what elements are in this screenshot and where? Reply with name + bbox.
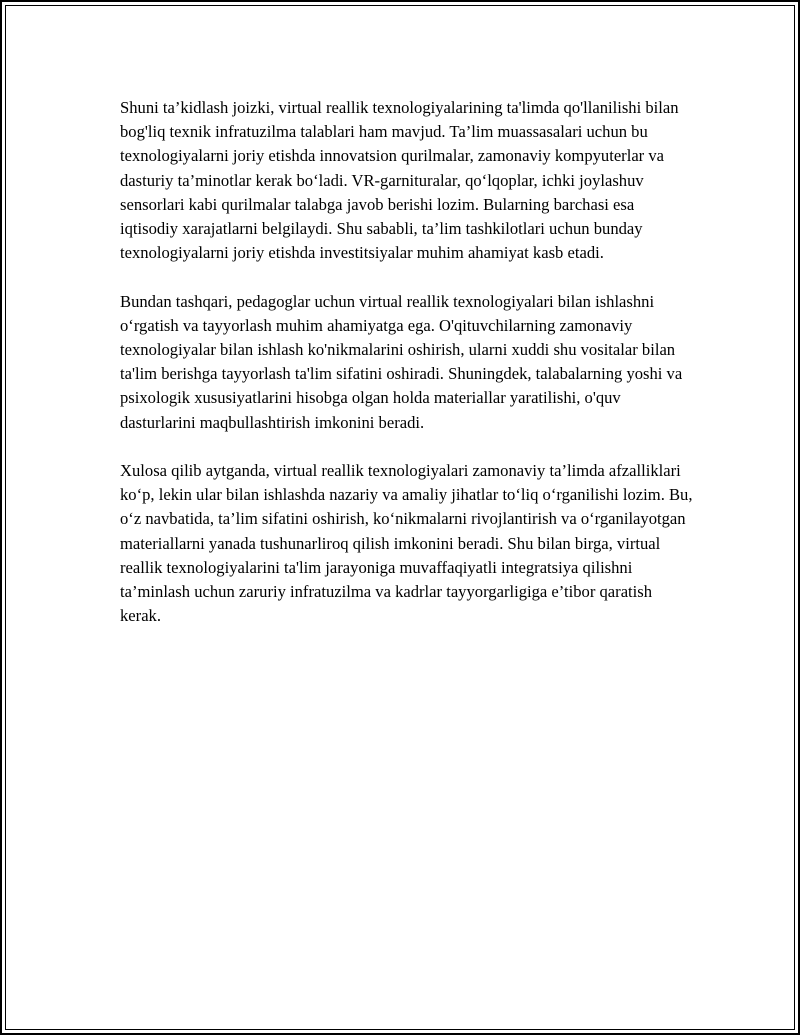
paragraph-teacher-training: Bundan tashqari, pedagoglar uchun virtual reallik texnologiyalari bilan ishlashni o‘rgatish va tayyorlash muhim ahamiyatga ega. O'qituvchilarning zamonaviy texnologiyalar bilan ishlash ko'nikmalarini oshirish, ularni xuddi shu vositalar bilan ta'lim berishga tayyorlash ta'lim sifatini oshiradi. Shuningdek, talabalarning yoshi va psixologik xususiyatlarini hisobga olgan holda materiallar yaratilishi, o'quv dasturlarini maqbullashtirish imkonini beradi. [120, 291, 683, 432]
document-body [120, 96, 695, 653]
paragraph-conclusion: Xulosa qilib aytganda, virtual reallik texnologiyalari zamonaviy ta’limda afzalliklari ko‘p, lekin ular bilan ishlashda nazariy va amaliy jihatlar to‘liq o‘rganilishi lozim. Bu, o‘z navbatida, ta’lim sifatini oshirish, ko‘nikmalarni rivojlantirish va o‘rganilayotgan materiallarni yanada tushunarliroq qilish imkonini beradi. Shu bilan birga, virtual reallik texnologiyalarini ta'lim jarayoniga muvaffaqiyatli integratsiya qilishni ta’minlash uchun zaruriy infratuzilma va kadrlar tayyorgarligiga e’tibor qaratish kerak. [120, 461, 693, 626]
paragraph-infrastructure: Shuni ta’kidlash joizki, virtual reallik texnologiyalarining ta'limda qo'llanilishi bilan bog'liq texnik infratuzilma talablari ham mavjud. Ta’lim muassasalari uchun bu texnologiyalarni joriy etishda innovatsion qurilmalar, zamonaviy kompyuterlar va dasturiy ta’minotlar kerak bo‘ladi. VR-garnituralar, qo‘lqoplar, ichki joylashuv sensorlari kabi qurilmalar talabga javob berishi lozim. Bularning barchasi esa iqtisodiy xarajatlarni belgilaydi. Shu sababli, ta’lim tashkilotlari uchun bunday texnologiyalarni joriy etishda investitsiyalar muhim ahamiyat kasb etadi. [120, 98, 679, 263]
